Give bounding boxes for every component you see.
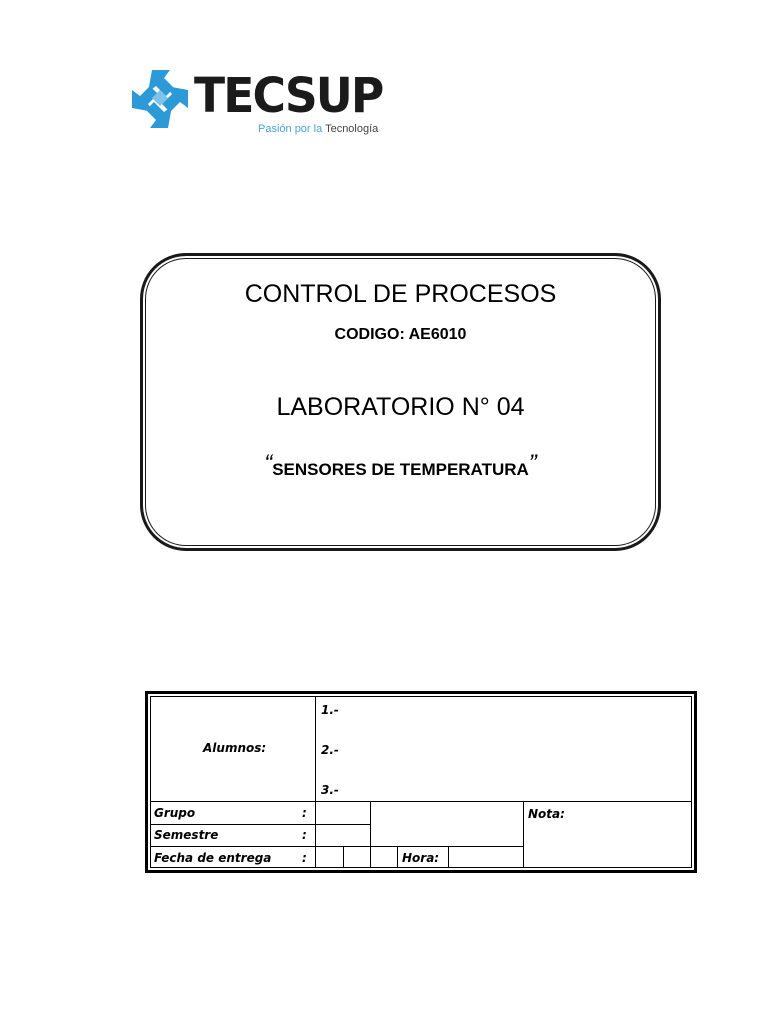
grupo-colon: : [302,806,307,820]
grupo-label: Grupo [154,806,196,820]
student-1-field[interactable]: 1.- [321,703,339,717]
course-code: CODIGO: AE6010 [334,326,467,343]
alumnos-label: Alumnos: [203,741,267,755]
divider [448,846,449,867]
semestre-colon: : [302,828,307,842]
tecsup-logo [130,68,383,140]
student-2-field[interactable]: 2.- [321,743,339,757]
lab-number: LABORATORIO N° 04 [276,393,525,421]
course-title: CONTROL DE PROCESOS [244,280,557,308]
tagline-pre: Pasión por la [258,123,323,135]
hora-label: Hora: [402,851,440,865]
divider [397,846,398,867]
divider [151,801,691,802]
tecsup-arrows-icon [130,68,190,130]
divider [523,801,524,867]
tagline-post: Tecnología [322,123,379,135]
student-info-inner [150,696,692,868]
divider [343,846,344,867]
semestre-label: Semestre [154,828,219,842]
lab-topic [143,450,658,480]
student-3-field[interactable]: 3.- [321,783,339,797]
nota-label: Nota: [528,807,565,821]
divider [151,824,371,825]
fecha-entrega-label: Fecha de entrega [154,851,272,865]
tecsup-tagline [258,123,378,135]
divider [370,801,371,867]
divider [151,846,523,847]
divider [315,697,316,867]
student-info-table [145,691,697,873]
lab-topic-text: SENSORES DE TEMPERATURA [272,460,529,479]
open-quote: “ [264,450,273,477]
tecsup-wordmark: TECSUP [194,68,383,124]
close-quote: ” [528,450,537,477]
cover-title-box [140,253,661,551]
fecha-entrega-colon: : [302,851,307,865]
